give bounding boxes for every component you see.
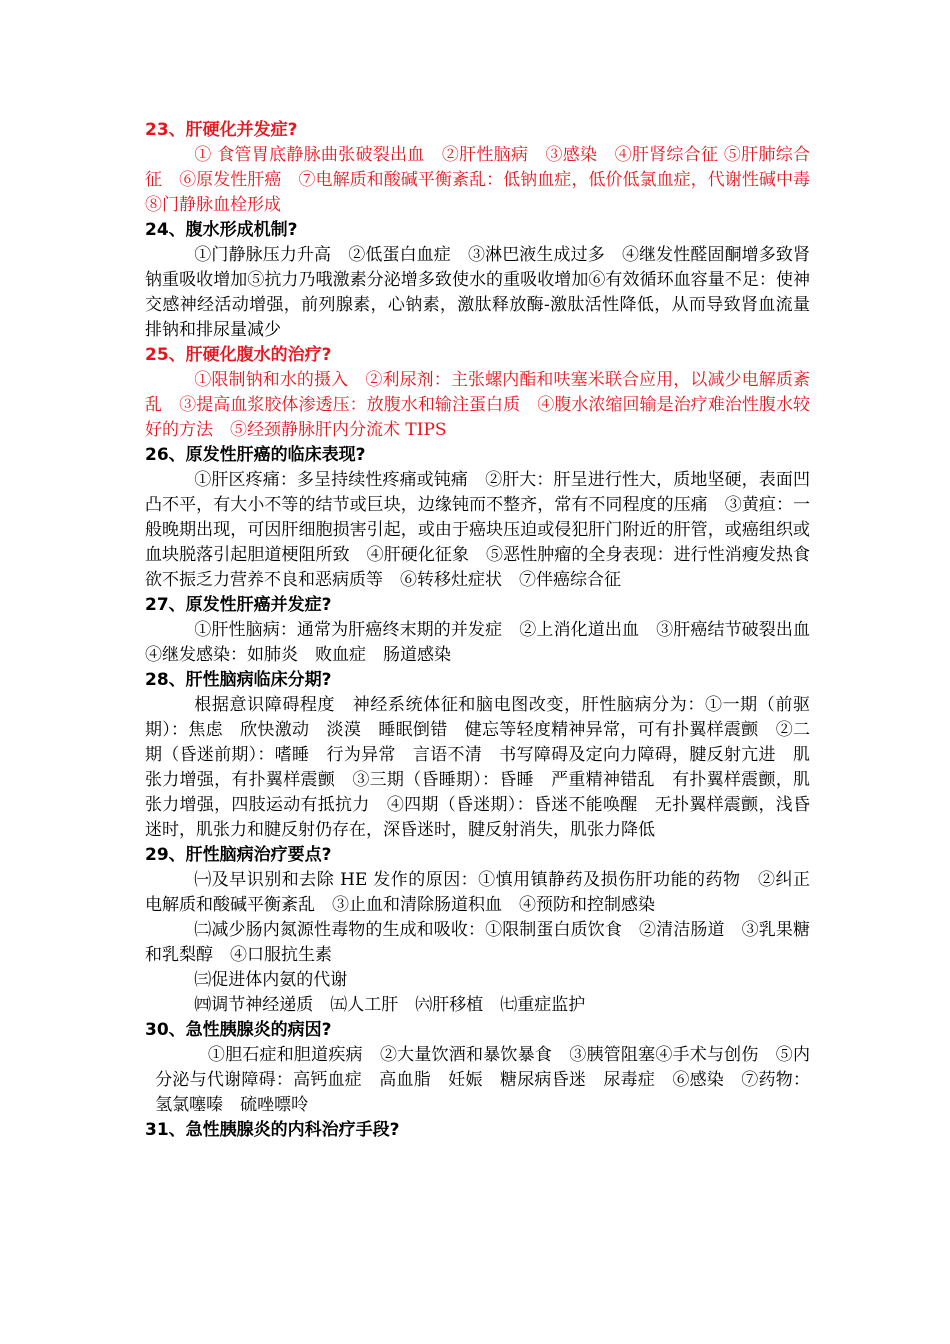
question-heading: 28、肝性脑病临床分期? — [145, 670, 332, 690]
question-heading: 26、原发性肝癌的临床表现? — [145, 445, 366, 465]
answer-paragraph: ①门静脉压力升高 ②低蛋白血症 ③淋巴液生成过多 ④继发性醛固酮增多致肾钠重吸收增加⑤抗力乃哦激素分泌增多致使水的重吸收增加⑥有效循环血容量不足：使神交感神经活动增强，前列腺素，心钠素，激肽释放酶-激肽活性降低，从而导致肾血流量排钠和排尿量减少 — [145, 245, 810, 340]
answer-paragraph: ① 食管胃底静脉曲张破裂出血 ②肝性脑病 ③感染 ④肝肾综合征 ⑤肝肺综合征 ⑥原发性肝癌 ⑦电解质和酸碱平衡紊乱：低钠血症，低价低氯血症，代谢性碱中毒⑧门静脉血栓形成 — [145, 145, 810, 215]
answer-paragraph: ㈠及早识别和去除 HE 发作的原因：①慎用镇静药及损伤肝功能的药物 ②纠正电解质和酸碱平衡紊乱 ③止血和清除肠道积血 ④预防和控制感染 — [145, 870, 810, 915]
question-heading: 23、肝硬化并发症? — [145, 120, 298, 140]
answer-paragraph: ①限制钠和水的摄入 ②利尿剂：主张螺内酯和呋塞米联合应用，以减少电解质紊乱 ③提高血浆胶体渗透压：放腹水和输注蛋白质 ④腹水浓缩回输是治疗难治性腹水较好的方法 ⑤经颈静脉肝内分流术 TIPS — [145, 370, 810, 440]
question-heading: 29、肝性脑病治疗要点? — [145, 845, 332, 865]
question-heading: 31、急性胰腺炎的内科治疗手段? — [145, 1120, 400, 1140]
answer-paragraph: ①肝性脑病：通常为肝癌终末期的并发症 ②上消化道出血 ③肝癌结节破裂出血 ④继发感染：如肺炎 败血症 肠道感染 — [145, 620, 827, 665]
question-heading: 24、腹水形成机制? — [145, 220, 298, 240]
answer-paragraph: ㈢促进体内氨的代谢 — [194, 970, 348, 990]
answer-paragraph: ①胆石症和胆道疾病 ②大量饮酒和暴饮暴食 ③胰管阻塞④手术与创伤 ⑤内分泌与代谢障碍：高钙血症 高血脂 妊娠 糖尿病昏迷 尿毒症 ⑥感染 ⑦药物：氢氯噻嗪 硫唑嘌呤 — [155, 1045, 810, 1115]
document-page — [145, 118, 827, 1143]
answer-paragraph: ㈡减少肠内氮源性毒物的生成和吸收：①限制蛋白质饮食 ②清洁肠道 ③乳果糖和乳梨醇 ④口服抗生素 — [145, 920, 810, 965]
question-heading: 27、原发性肝癌并发症? — [145, 595, 332, 615]
question-heading: 25、肝硬化腹水的治疗? — [145, 345, 332, 365]
answer-paragraph: ㈣调节神经递质 ㈤人工肝 ㈥肝移植 ㈦重症监护 — [194, 995, 586, 1015]
question-heading: 30、急性胰腺炎的病因? — [145, 1020, 332, 1040]
answer-paragraph: 根据意识障碍程度 神经系统体征和脑电图改变，肝性脑病分为：①一期（前驱期）：焦虑 欣快激动 淡漠 睡眠倒错 健忘等轻度精神异常，可有扑翼样震颤 ②二期（昏迷前期）：嗜睡 行为异常 言语不清 书写障碍及定向力障碍，腱反射亢进 肌张力增强，有扑翼样震颤 ③三期（昏睡期）：昏睡 严重精神错乱 有扑翼样震颤，肌张力增强，四肢运动有抵抗力 ④四期（昏迷期）：昏迷不能唤醒 无扑翼样震颤，浅昏迷时，肌张力和腱反射仍存在，深昏迷时，腱反射消失，肌张力降低 — [145, 695, 810, 840]
answer-paragraph: ①肝区疼痛：多呈持续性疼痛或钝痛 ②肝大：肝呈进行性大，质地坚硬，表面凹凸不平，有大小不等的结节或巨块，边缘钝而不整齐，常有不同程度的压痛 ③黄疸：一般晚期出现，可因肝细胞损害引起，或由于癌块压迫或侵犯肝门附近的肝管，或癌组织或血块脱落引起胆道梗阻所致 ④肝硬化征象 ⑤恶性肿瘤的全身表现：进行性消瘦发热食欲不振乏力营养不良和恶病质等 ⑥转移灶症状 ⑦伴癌综合征 — [145, 470, 810, 590]
